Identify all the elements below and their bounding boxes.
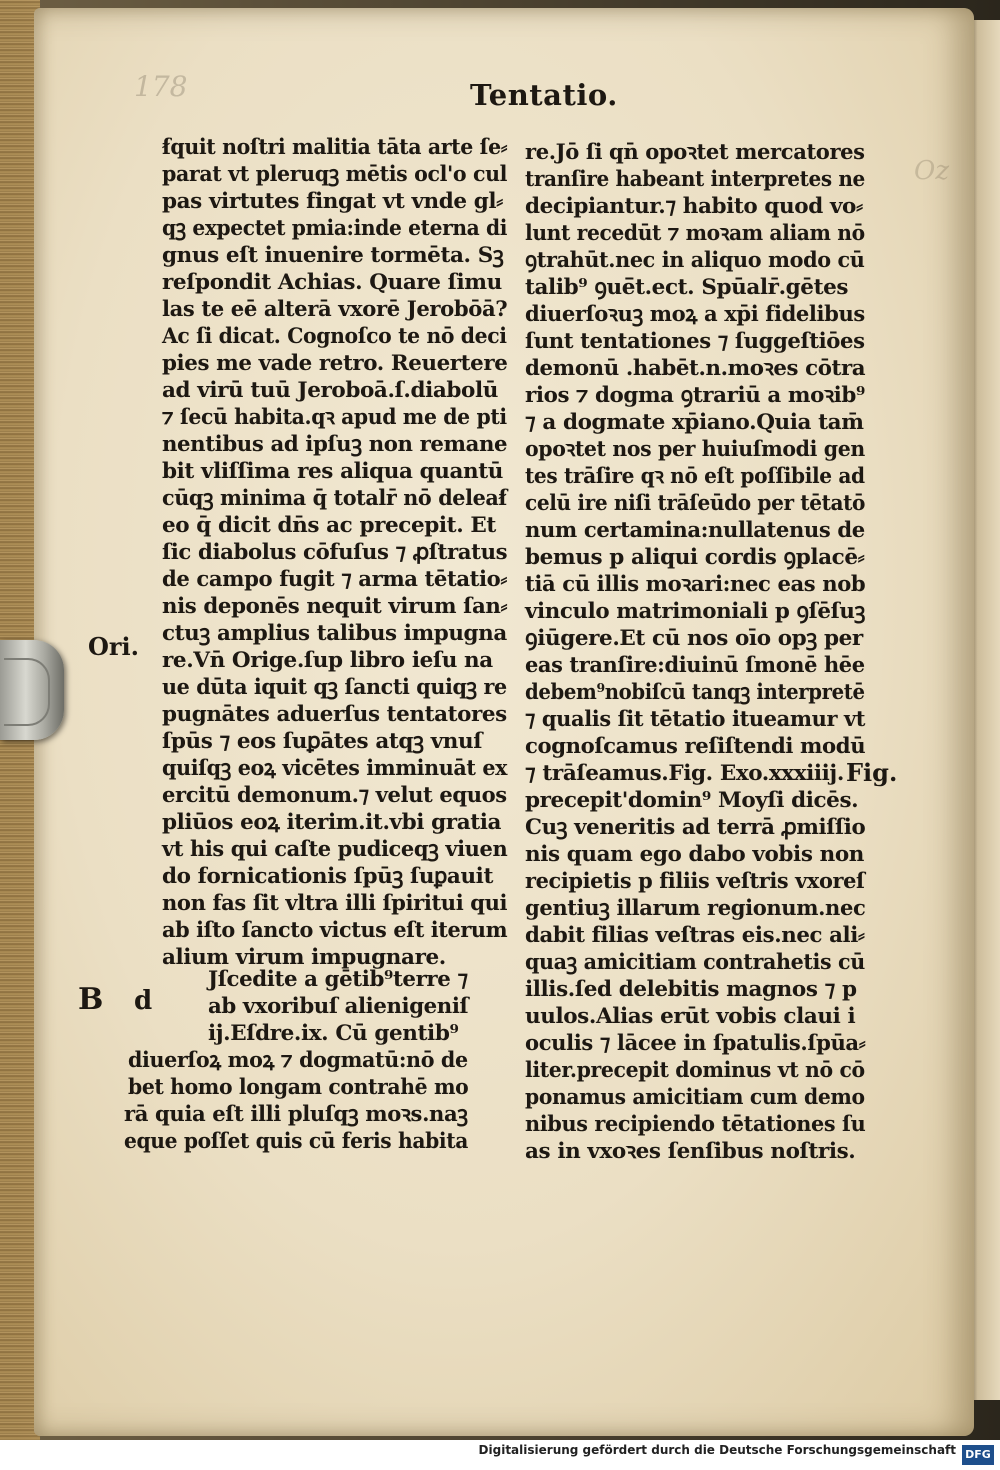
- text-line: re.Jō ſi qn̄ opoꝛtet mercatores: [525, 140, 865, 165]
- text-line: num certamina:nullatenus de: [525, 518, 865, 543]
- text-line: Jſcedite a gētib⁹terre ⁊: [208, 967, 468, 992]
- text-line: diuerſoꝛuꝫ moꝝ a xp̄i fidelibus: [525, 302, 865, 327]
- text-line: illis.ſed delebitis magnos ⁊ p: [525, 977, 857, 1002]
- text-line: ſic diabolus cōfuſus ⁊ ꝓſtratus: [162, 540, 508, 565]
- text-line: oculis ⁊ lācee in ſpatulis.ſpūa⸗: [525, 1031, 866, 1056]
- text-line: las te eē alterā vxorē Jerobōā?: [162, 297, 508, 322]
- text-line: liter.precepit dominus vt nō cō: [525, 1058, 865, 1083]
- digitization-credit: Digitalisierung gefördert durch die Deutsche Forschungsgemeinschaft: [478, 1443, 956, 1457]
- text-line: ab iſto ſancto victus eſt iterum: [162, 918, 508, 943]
- dfg-logo: DFG: [962, 1445, 994, 1465]
- bleed-through-text: Oz: [914, 156, 950, 186]
- bleed-through-folio: 178: [134, 70, 188, 103]
- text-line: ctuꝫ amplius talibus impugna: [162, 621, 507, 646]
- text-line: Cuꝫ veneritis ad terrā ꝓmiſſio: [525, 815, 866, 840]
- margin-note-section-d: d: [134, 986, 153, 1016]
- text-line: ẜquit noſtri malitia tāta arte ſe⸗: [162, 135, 508, 160]
- running-head: Tentatio.: [470, 78, 618, 112]
- text-line: pas virtutes fingat vt vnde gl⸗: [162, 189, 503, 214]
- text-line: ercitū demonum.⁊ velut equos: [162, 783, 507, 808]
- text-line: quiſqꝫ eoꝝ vicētes imminuāt ex: [162, 756, 508, 781]
- text-line: nentibus ad ipſuꝫ non remane: [162, 432, 508, 457]
- text-line: bemus p aliqui cordis ꝯplacē⸗: [525, 545, 865, 570]
- text-line: ſpūs ⁊ eos ſuꝑātes atqꝫ vnuſ: [162, 729, 483, 754]
- text-line: talib⁹ ꝯuē̄t.ect. Spūalr̄.gētes: [525, 275, 849, 300]
- text-line: nibus recipiendo tētationes ſu: [525, 1112, 866, 1137]
- text-line: pliūos eoꝝ iterim.it.vbi gratia: [162, 810, 502, 835]
- text-line: de campo fugit ⁊ arma tētatio⸗: [162, 567, 507, 592]
- text-line: precepit'domin⁹ Moyſi dicēs.: [525, 788, 859, 813]
- text-line: decipiantur.⁊ habito quod vo⸗: [525, 194, 863, 219]
- text-line: opoꝛtet nos per huiuſmodi gen: [525, 437, 865, 462]
- text-line: ⁊ ſecū habita.qꝛ apud me de pti: [162, 405, 507, 430]
- text-line: recipietis p filiis veſtris vxoreſ: [525, 869, 865, 894]
- text-line: tes trāſire qꝛ nō eſt poſſibile ad: [525, 464, 865, 489]
- text-line: gentiuꝫ illarum regionum.nec: [525, 896, 866, 921]
- text-line: demonū .habēt.n.moꝛes cōtra: [525, 356, 866, 381]
- margin-note-section-b: B: [78, 982, 104, 1017]
- text-line: ij.Eſdre.ix. Cū gentib⁹: [208, 1021, 459, 1046]
- text-line: celū ire niſi trāſeūdo per tētatō: [525, 491, 866, 516]
- text-line: Ac ſi dicat. Cognoſco te nō deci: [162, 324, 507, 349]
- text-line: nis quam ego dabo vobis non: [525, 842, 865, 867]
- text-line: cognoſcamus reſiſtendi modū: [525, 734, 866, 759]
- text-line: bit vliſſima res aliqua quantū: [162, 459, 504, 484]
- text-line: eque poſſet quis cū feris habita: [124, 1129, 468, 1154]
- clasp-ring: [4, 658, 50, 726]
- text-line: bet homo longam contrahē mo: [128, 1075, 469, 1100]
- text-line: vt his qui caſte pudiceqꝫ viuen: [162, 837, 508, 862]
- text-line: diuerſoꝝ moꝝ ⁊ dogmatū:nō de: [128, 1048, 468, 1073]
- text-line: tranſire habeant interpretes ne: [525, 167, 865, 192]
- text-line: qꝫ expectet pmia:inde eterna di: [162, 216, 508, 241]
- text-line: pies me vade retro. Reuertere: [162, 351, 508, 376]
- text-line: eas tranſire:diuinū ſmonē hēe: [525, 653, 865, 678]
- text-line: dabit filias veſtras eis.nec ali⸗: [525, 923, 865, 948]
- text-line: do fornicationis ſpūꝫ ſuꝑauit: [162, 864, 493, 889]
- text-line: parat vt pleruqꝫ mētis ocl'o cul: [162, 162, 508, 187]
- text-line: cūqꝫ minima q̄ totalr̄ nō deleaẜ: [162, 486, 507, 511]
- text-line: lunt recedūt ⁊ moꝛam aliam nō: [525, 221, 865, 246]
- text-line: vinculo matrimoniali p ꝯſēſuꝫ: [525, 599, 866, 624]
- text-line: nis deponēs nequit virum ſan⸗: [162, 594, 508, 619]
- book-clasp: [0, 640, 64, 740]
- text-line: non fas ſit vltra illi ſpiritui qui: [162, 891, 508, 916]
- text-line: ponamus amicitiam cum demo: [525, 1085, 865, 1110]
- text-line: ⁊ qualis ſit tētatio itueamur vt: [525, 707, 866, 732]
- text-line: reſpondit Achias. Quare ſimu: [162, 270, 502, 295]
- text-line: uulos.Alias erūt vobis claui i: [525, 1004, 856, 1029]
- text-line: as in vxoꝛes ſenſibus noſtris.: [525, 1139, 856, 1164]
- text-line: ad virū tuū Jeroboā.ſ.diabolū: [162, 378, 498, 403]
- text-line: ſunt tentationes ⁊ ſuggeſtiōes: [525, 329, 865, 354]
- margin-note-ori: Ori.: [88, 632, 140, 661]
- text-line: ꝯtrahūt.nec in aliquo modo cū: [525, 248, 865, 273]
- text-line: ꝯiūgere.Et cū nos oīo opꝫ per: [525, 626, 863, 651]
- text-line: pugnātes aduerſus tentatores: [162, 702, 507, 727]
- text-line: rā quia eſt illi pluſqꝫ moꝛs.naꝫ: [124, 1102, 468, 1127]
- text-line: ⁊ trāſeamus.Fig. Exo.xxxiiij.: [525, 761, 844, 786]
- text-line: rios ⁊ dogma ꝯtrariū a moꝛib⁹: [525, 383, 865, 408]
- text-line: gnus eſt inuenire tormēta. Sꝫ: [162, 243, 504, 268]
- text-line: tiā cū illis moꝛari:nec eas nob: [525, 572, 866, 597]
- text-line: ab vxoribuſ alienigeniſ: [208, 994, 469, 1019]
- text-line: alium virum impugnare.: [162, 945, 446, 970]
- text-line: ⁊ a dogmate xp̄iano.Quia tam̄: [525, 410, 864, 435]
- text-line: ue dūta iquit qꝫ ſancti quiqꝫ re: [162, 675, 507, 700]
- text-line: debem⁹nobiſcū tanqꝫ interpretē: [525, 680, 865, 705]
- text-line: re.Vn̄ Orige.ſup libro ieſu na: [162, 648, 493, 673]
- margin-note-fig: Fig.: [846, 758, 898, 787]
- text-line: quaꝫ amicitiam contrahetis cū: [525, 950, 865, 975]
- text-line: eo q̄ dicit dn̄s ac precepit. Et: [162, 513, 496, 538]
